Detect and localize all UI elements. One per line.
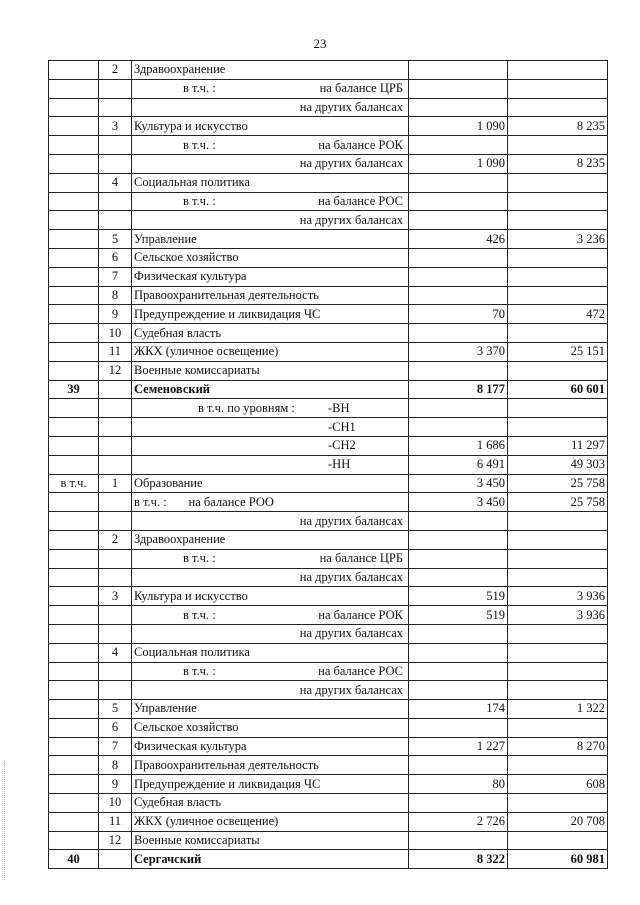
value-cell-1: 174 [409, 700, 508, 719]
value-cell-1: 3 370 [409, 342, 508, 361]
value-cell-1: 8 177 [409, 380, 508, 399]
value-cell-1 [409, 267, 508, 286]
value-cell-2: 49 303 [508, 455, 608, 474]
budget-table [48, 60, 608, 869]
row-number-cell: 5 [99, 700, 132, 719]
value-cell-2: 608 [508, 775, 608, 794]
row-label-cell: Управление [132, 700, 409, 719]
row-label-cell [132, 192, 409, 211]
row-label-cell [132, 568, 409, 587]
table-row [49, 756, 608, 775]
table-row [49, 399, 608, 418]
value-cell-2: 25 758 [508, 474, 608, 493]
row-group-cell [49, 530, 99, 549]
row-group-cell [49, 549, 99, 568]
value-cell-2 [508, 718, 608, 737]
value-cell-2 [508, 399, 608, 418]
row-number-cell: 6 [99, 248, 132, 267]
table-row [49, 248, 608, 267]
table-row [49, 61, 608, 80]
value-cell-1 [409, 79, 508, 98]
value-cell-2 [508, 418, 608, 437]
row-label-cell: Сельское хозяйство [132, 248, 409, 267]
value-cell-1 [409, 756, 508, 775]
value-cell-2 [508, 643, 608, 662]
value-cell-1: 519 [409, 587, 508, 606]
row-label-cell [132, 98, 409, 117]
row-number-cell [99, 681, 132, 700]
table-row [49, 98, 608, 117]
value-cell-2: 3 936 [508, 587, 608, 606]
value-cell-1: 8 322 [409, 850, 508, 869]
value-cell-1: 1 227 [409, 737, 508, 756]
row-group-cell [49, 61, 99, 80]
row-label-cell: ЖКХ (уличное освещение) [132, 342, 409, 361]
value-cell-1 [409, 98, 508, 117]
row-label-cell [132, 418, 409, 437]
table-row [49, 681, 608, 700]
value-cell-2 [508, 61, 608, 80]
row-number-cell [99, 549, 132, 568]
row-group-cell [49, 812, 99, 831]
row-label-cell [132, 399, 409, 418]
table-row [49, 831, 608, 850]
value-cell-1 [409, 794, 508, 813]
row-label-cell [132, 136, 409, 155]
value-cell-1: 70 [409, 305, 508, 324]
row-group-cell [49, 455, 99, 474]
row-number-cell: 11 [99, 812, 132, 831]
row-number-cell: 9 [99, 305, 132, 324]
row-group-cell [49, 718, 99, 737]
sub-detail: на балансе РОК [318, 607, 403, 622]
row-group-cell [49, 436, 99, 455]
row-number-cell [99, 662, 132, 681]
row-number-cell [99, 380, 132, 399]
row-group-cell [49, 756, 99, 775]
row-label-cell [132, 512, 409, 531]
row-label-cell: Здравоохранение [132, 530, 409, 549]
row-group-cell [49, 399, 99, 418]
row-number-cell: 3 [99, 587, 132, 606]
table-row [49, 230, 608, 249]
value-cell-1 [409, 624, 508, 643]
district-total-row [49, 380, 608, 399]
sub-label: в т.ч. : [183, 551, 216, 566]
value-cell-2 [508, 512, 608, 531]
row-group-cell [49, 305, 99, 324]
row-number-cell: 10 [99, 324, 132, 343]
row-group-cell [49, 136, 99, 155]
row-label-cell: Культура и искусство [132, 117, 409, 136]
row-group-cell [49, 324, 99, 343]
table-row [49, 211, 608, 230]
table-row [49, 549, 608, 568]
sub-detail: на балансе ЦРБ [319, 551, 403, 566]
row-number-cell [99, 568, 132, 587]
table-row [49, 530, 608, 549]
value-cell-2 [508, 361, 608, 380]
row-number-cell: 7 [99, 737, 132, 756]
row-group-cell [49, 267, 99, 286]
row-label-cell [132, 624, 409, 643]
table-row [49, 493, 608, 512]
value-cell-2 [508, 136, 608, 155]
row-number-cell: 2 [99, 61, 132, 80]
table-row [49, 587, 608, 606]
value-cell-2: 1 322 [508, 700, 608, 719]
row-label-cell: ЖКХ (уличное освещение) [132, 812, 409, 831]
value-cell-2: 60 981 [508, 850, 608, 869]
row-number-cell: 7 [99, 267, 132, 286]
row-label-cell: Сельское хозяйство [132, 718, 409, 737]
value-cell-1 [409, 136, 508, 155]
row-number-cell: 12 [99, 361, 132, 380]
district-total-row [49, 850, 608, 869]
row-label-cell: Судебная власть [132, 324, 409, 343]
value-cell-2 [508, 549, 608, 568]
value-cell-2 [508, 831, 608, 850]
row-label-cell: Правоохранительная деятельность [132, 286, 409, 305]
sub-detail: на других балансах [299, 682, 403, 697]
value-cell-2: 25 151 [508, 342, 608, 361]
row-label-cell [132, 79, 409, 98]
table-row [49, 624, 608, 643]
row-label-cell: Социальная политика [132, 643, 409, 662]
row-number-cell [99, 136, 132, 155]
value-cell-2 [508, 794, 608, 813]
sub-detail: -НН [328, 457, 351, 472]
row-label-cell: в т.ч. : на балансе РОО [132, 493, 409, 512]
row-label-cell: Управление [132, 230, 409, 249]
value-cell-1: 80 [409, 775, 508, 794]
value-cell-2 [508, 681, 608, 700]
row-group-cell [49, 117, 99, 136]
value-cell-2: 8 270 [508, 737, 608, 756]
row-number-cell: 2 [99, 530, 132, 549]
table-row [49, 474, 608, 493]
row-group-cell [49, 418, 99, 437]
sub-detail: на балансе РОС [318, 663, 403, 678]
row-label-cell [132, 662, 409, 681]
sub-detail: на других балансах [299, 156, 403, 171]
row-number-cell: 8 [99, 286, 132, 305]
row-number-cell [99, 192, 132, 211]
sub-detail: -ВН [328, 400, 350, 415]
row-number-cell: 6 [99, 718, 132, 737]
row-number-cell: 9 [99, 775, 132, 794]
value-cell-1 [409, 399, 508, 418]
sub-detail: на других балансах [299, 626, 403, 641]
value-cell-2 [508, 267, 608, 286]
value-cell-1: 1 090 [409, 154, 508, 173]
value-cell-1: 1 686 [409, 436, 508, 455]
sub-label: в т.ч. : [183, 193, 216, 208]
value-cell-2 [508, 530, 608, 549]
value-cell-1 [409, 211, 508, 230]
value-cell-1: 6 491 [409, 455, 508, 474]
sub-detail: на других балансах [299, 513, 403, 528]
row-number-cell: 10 [99, 794, 132, 813]
row-label-cell: Здравоохранение [132, 61, 409, 80]
value-cell-2: 60 601 [508, 380, 608, 399]
value-cell-1 [409, 192, 508, 211]
value-cell-2: 8 235 [508, 117, 608, 136]
value-cell-1 [409, 512, 508, 531]
row-label-cell: Физическая культура [132, 267, 409, 286]
row-label-cell [132, 211, 409, 230]
row-group-cell [49, 79, 99, 98]
row-number-cell: 12 [99, 831, 132, 850]
row-number-cell: 4 [99, 173, 132, 192]
row-label-cell: Военные комиссариаты [132, 831, 409, 850]
row-number-cell: 5 [99, 230, 132, 249]
row-label-cell: Предупреждение и ликвидация ЧС [132, 305, 409, 324]
row-group-cell [49, 211, 99, 230]
table-row [49, 643, 608, 662]
row-label-cell [132, 455, 409, 474]
row-number-cell [99, 154, 132, 173]
row-group-cell [49, 342, 99, 361]
value-cell-2 [508, 192, 608, 211]
sub-detail: на балансе ЦРБ [319, 81, 403, 96]
table-row [49, 342, 608, 361]
row-group-cell [49, 700, 99, 719]
row-group-cell [49, 587, 99, 606]
value-cell-2 [508, 662, 608, 681]
row-number-cell [99, 606, 132, 625]
value-cell-1 [409, 173, 508, 192]
row-number-cell [99, 850, 132, 869]
row-group-cell [49, 493, 99, 512]
row-label-cell: Образование [132, 474, 409, 493]
table-row [49, 305, 608, 324]
row-number-cell [99, 399, 132, 418]
row-group-cell [49, 794, 99, 813]
value-cell-2 [508, 286, 608, 305]
row-number-cell: 3 [99, 117, 132, 136]
value-cell-2 [508, 624, 608, 643]
row-group-cell: 39 [49, 380, 99, 399]
sub-label: в т.ч. по уровням : [198, 400, 295, 415]
sub-detail: на балансе РОС [318, 193, 403, 208]
table-row [49, 794, 608, 813]
row-number-cell [99, 211, 132, 230]
row-group-cell [49, 737, 99, 756]
value-cell-2 [508, 79, 608, 98]
row-group-cell [49, 248, 99, 267]
row-label-cell: Военные комиссариаты [132, 361, 409, 380]
row-group-cell [49, 192, 99, 211]
value-cell-1 [409, 286, 508, 305]
row-label-cell: Социальная политика [132, 173, 409, 192]
value-cell-2 [508, 173, 608, 192]
table-row [49, 154, 608, 173]
row-group-cell [49, 681, 99, 700]
table-row [49, 775, 608, 794]
value-cell-2: 25 758 [508, 493, 608, 512]
row-group-cell [49, 775, 99, 794]
value-cell-1 [409, 831, 508, 850]
value-cell-1 [409, 361, 508, 380]
row-group-cell [49, 512, 99, 531]
value-cell-1: 1 090 [409, 117, 508, 136]
value-cell-2 [508, 568, 608, 587]
scan-margin-marks [4, 760, 6, 880]
row-number-cell: 11 [99, 342, 132, 361]
table-row [49, 662, 608, 681]
sub-label: в т.ч. : [183, 137, 216, 152]
row-label-cell: Сергачский [132, 850, 409, 869]
row-label-cell: Правоохранительная деятельность [132, 756, 409, 775]
table-row [49, 324, 608, 343]
table-row [49, 606, 608, 625]
value-cell-2: 8 235 [508, 154, 608, 173]
row-number-cell [99, 418, 132, 437]
row-label-cell: Судебная власть [132, 794, 409, 813]
table-row [49, 267, 608, 286]
row-group-cell [49, 98, 99, 117]
sub-detail: -СН1 [328, 419, 356, 434]
row-label-cell [132, 606, 409, 625]
value-cell-1: 3 450 [409, 493, 508, 512]
row-number-cell [99, 493, 132, 512]
value-cell-2: 20 708 [508, 812, 608, 831]
row-label-cell [132, 681, 409, 700]
row-group-cell [49, 624, 99, 643]
value-cell-2: 472 [508, 305, 608, 324]
value-cell-1 [409, 324, 508, 343]
table-row [49, 192, 608, 211]
row-group-cell: 40 [49, 850, 99, 869]
row-group-cell [49, 568, 99, 587]
table-row [49, 512, 608, 531]
table-row [49, 361, 608, 380]
sub-label: в т.ч. : [183, 607, 216, 622]
table-row [49, 286, 608, 305]
row-label-cell [132, 154, 409, 173]
row-group-cell [49, 361, 99, 380]
sub-detail: на других балансах [299, 99, 403, 114]
value-cell-1 [409, 61, 508, 80]
table-row [49, 700, 608, 719]
sub-label: в т.ч. : [183, 81, 216, 96]
page-number: 23 [313, 36, 327, 51]
table-body [49, 61, 608, 869]
sub-label: в т.ч. : [183, 663, 216, 678]
sub-detail: на других балансах [299, 212, 403, 227]
value-cell-1 [409, 568, 508, 587]
row-number-cell [99, 512, 132, 531]
value-cell-1 [409, 643, 508, 662]
value-cell-1: 2 726 [409, 812, 508, 831]
row-group-cell [49, 230, 99, 249]
value-cell-2 [508, 98, 608, 117]
row-label-cell: Семеновский [132, 380, 409, 399]
row-group-cell [49, 831, 99, 850]
table-row [49, 117, 608, 136]
value-cell-2 [508, 211, 608, 230]
table-row [49, 812, 608, 831]
row-group-cell [49, 662, 99, 681]
row-label-cell: Физическая культура [132, 737, 409, 756]
table-row [49, 418, 608, 437]
row-group-cell: в т.ч. [49, 474, 99, 493]
value-cell-1 [409, 530, 508, 549]
row-group-cell [49, 643, 99, 662]
row-group-cell [49, 606, 99, 625]
row-label-cell [132, 436, 409, 455]
table-row [49, 136, 608, 155]
row-number-cell: 1 [99, 474, 132, 493]
row-group-cell [49, 286, 99, 305]
value-cell-2 [508, 324, 608, 343]
table-row [49, 79, 608, 98]
value-cell-1 [409, 248, 508, 267]
table-row [49, 568, 608, 587]
sub-detail: на балансе РОК [318, 137, 403, 152]
table-row [49, 436, 608, 455]
value-cell-1 [409, 418, 508, 437]
value-cell-1 [409, 681, 508, 700]
row-label-cell [132, 549, 409, 568]
value-cell-1: 426 [409, 230, 508, 249]
value-cell-2: 11 297 [508, 436, 608, 455]
row-group-cell [49, 154, 99, 173]
table-row [49, 455, 608, 474]
table-row [49, 737, 608, 756]
row-number-cell [99, 79, 132, 98]
value-cell-2 [508, 248, 608, 267]
value-cell-1: 3 450 [409, 474, 508, 493]
value-cell-1 [409, 718, 508, 737]
value-cell-2 [508, 756, 608, 775]
row-number-cell [99, 455, 132, 474]
table-row [49, 718, 608, 737]
row-number-cell [99, 98, 132, 117]
sub-detail: -СН2 [328, 438, 356, 453]
row-number-cell: 8 [99, 756, 132, 775]
value-cell-2: 3 236 [508, 230, 608, 249]
row-number-cell [99, 436, 132, 455]
value-cell-1 [409, 549, 508, 568]
row-label-cell: Культура и искусство [132, 587, 409, 606]
value-cell-1 [409, 662, 508, 681]
row-number-cell [99, 624, 132, 643]
row-number-cell: 4 [99, 643, 132, 662]
table-row [49, 173, 608, 192]
sub-detail: на других балансах [299, 569, 403, 584]
row-group-cell [49, 173, 99, 192]
row-label-cell: Предупреждение и ликвидация ЧС [132, 775, 409, 794]
value-cell-2: 3 936 [508, 606, 608, 625]
value-cell-1: 519 [409, 606, 508, 625]
